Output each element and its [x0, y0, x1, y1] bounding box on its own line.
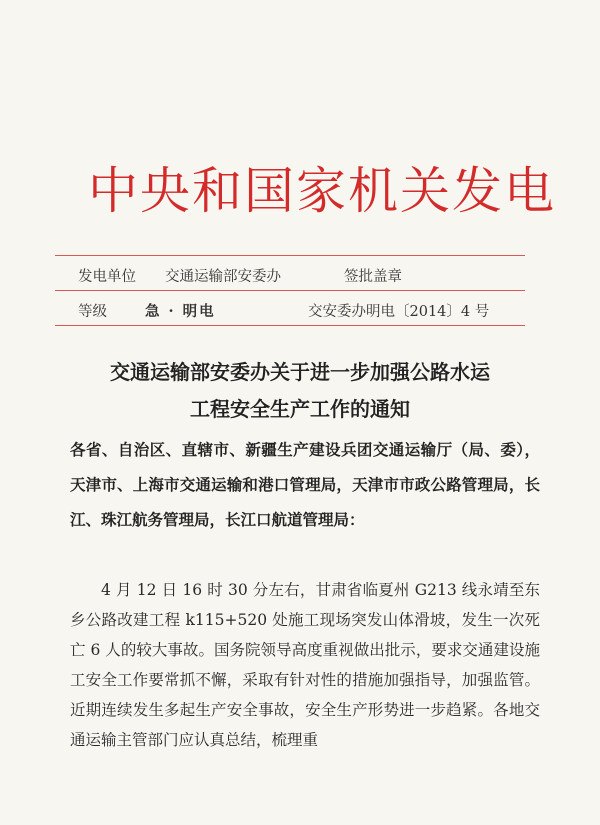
level-row — [60, 298, 540, 322]
body-paragraph: 4 月 12 日 16 时 30 分左右，甘肃省临夏州 G213 线永靖至东乡公路改建工程 k115+520 处施工现场突发山体滑坡，发生一次死亡 6 人的较大事故。国务院领导高度重视做出批示，要求交通建设施工安全工作要常抓不懈，采取有针对性的措施加强指导，加强监管。近期连续发生多起生产安全事故，安全生产形势进一步趋紧。各地交通运输主管部门应认真总结，梳理重 — [70, 581, 540, 749]
telegram-header-title: 中央和国家机关发电 — [88, 162, 556, 220]
document-title-line1: 交通运输部安委办关于进一步加强公路水运 — [110, 360, 490, 384]
sender-value: 交通运输部安委办 — [165, 269, 281, 285]
header-divider-bottom — [55, 325, 525, 326]
document-title-line2: 工程安全生产工作的通知 — [190, 397, 410, 421]
sender-label: 发电单位 — [78, 269, 136, 285]
addressees: 各省、自治区、直辖市、新疆生产建设兵团交通运输厅（局、委），天津市、上海市交通运输和港口管理局，天津市市政公路管理局，长江、珠江航务管理局，长江口航道管理局： — [70, 441, 540, 529]
doc-number: 交安委办明电〔2014〕4 号 — [308, 304, 490, 320]
sign-label: 签批盖章 — [344, 269, 402, 285]
level-value: 急 · 明电 — [145, 303, 216, 320]
level-label: 等级 — [78, 304, 107, 320]
sender-row — [60, 263, 540, 287]
header-divider-middle — [55, 290, 525, 291]
header-divider-top — [55, 255, 525, 256]
